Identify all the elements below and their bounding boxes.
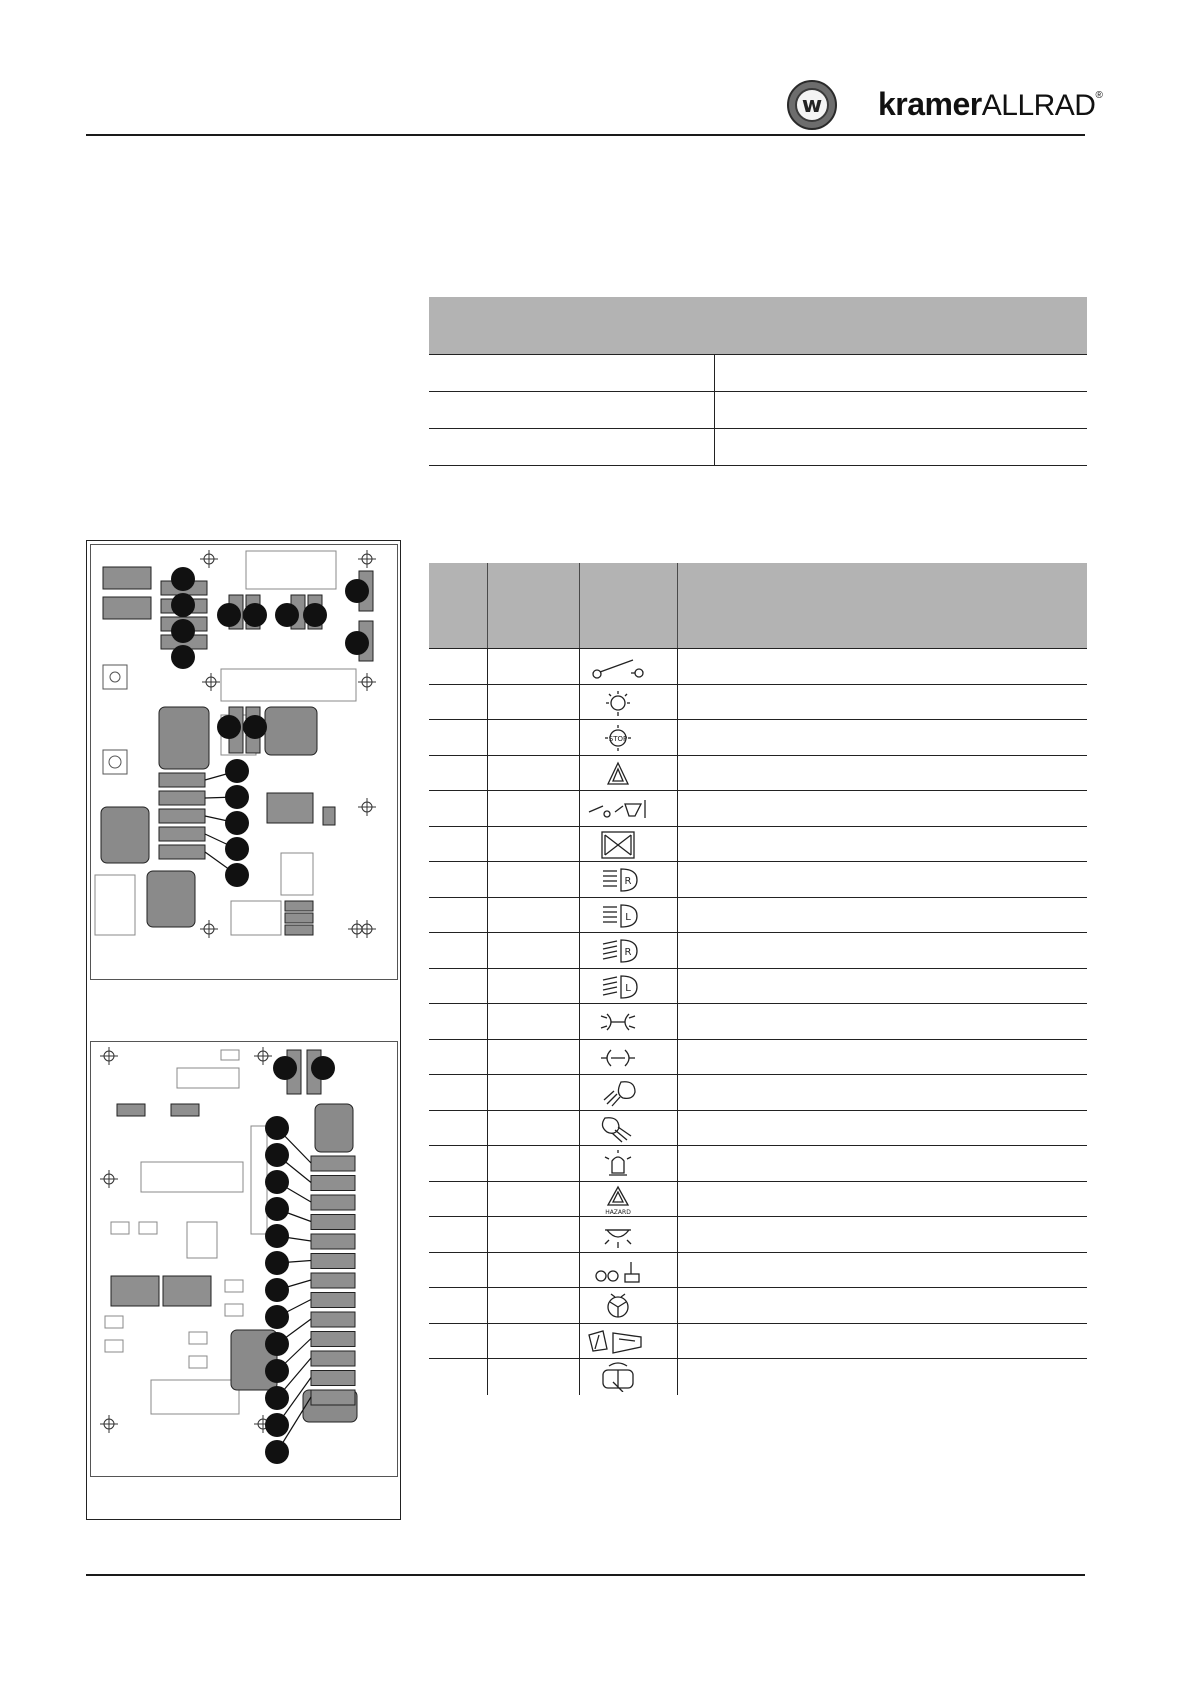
registered-mark: ®	[1095, 90, 1103, 101]
fuse	[311, 1215, 355, 1230]
connector-outline	[105, 1316, 123, 1328]
callout-marker	[273, 1056, 297, 1080]
fuse	[171, 1104, 199, 1116]
callout-marker	[265, 1251, 289, 1275]
callout-marker	[265, 1224, 289, 1248]
lower-fuse-board	[90, 1041, 398, 1477]
fuse	[163, 1276, 211, 1306]
fuse	[159, 791, 205, 805]
high-beam-left-icon	[585, 901, 651, 931]
callout-marker	[225, 837, 249, 861]
callout-marker	[345, 579, 369, 603]
summary-table-row	[429, 355, 1087, 392]
fuse	[311, 1332, 355, 1347]
upper-fuse-board	[90, 544, 398, 980]
fuse-box-diagram	[86, 540, 401, 1520]
fuse	[103, 567, 151, 589]
fuse	[311, 1254, 355, 1269]
fuse-table-row	[429, 649, 1087, 685]
rear-light-icon	[585, 688, 651, 718]
fuse-table-row	[429, 1359, 1087, 1395]
svg-text:R: R	[624, 947, 632, 958]
fuse-table-row	[429, 720, 1087, 756]
brand-logo-mark	[787, 80, 837, 130]
callout-marker	[265, 1116, 289, 1140]
connector-outline	[225, 1304, 243, 1316]
low-beam-left-icon	[585, 972, 651, 1002]
ignition-hydraulic-icon	[585, 794, 651, 824]
fuse-table-row	[429, 1146, 1087, 1182]
callout-marker	[225, 759, 249, 783]
heater-fan-icon	[585, 1362, 651, 1392]
box-cross-icon	[585, 830, 651, 860]
callout-marker	[345, 631, 369, 655]
connector-outline	[189, 1356, 207, 1368]
connector-outline	[141, 1162, 243, 1192]
summary-table-row	[429, 392, 1087, 429]
fuse-table-row	[429, 756, 1087, 792]
fuse-table-row	[429, 1111, 1087, 1147]
mounting-hole	[103, 750, 127, 774]
interior-light-icon	[585, 1220, 651, 1250]
summary-table-row	[429, 429, 1087, 466]
fuse	[103, 597, 151, 619]
fuse-table	[429, 563, 1087, 1395]
connector-outline	[187, 1222, 217, 1258]
callout-marker	[265, 1413, 289, 1437]
fuse	[285, 901, 313, 911]
connector-outline	[221, 1050, 239, 1060]
callout-marker	[265, 1170, 289, 1194]
callout-marker	[243, 603, 267, 627]
fuse	[285, 913, 313, 923]
summary-table-header	[429, 297, 1087, 355]
callout-marker	[217, 603, 241, 627]
callout-marker	[217, 715, 241, 739]
parking-light-left-icon	[585, 1043, 651, 1073]
fuse-table-row	[429, 933, 1087, 969]
svg-text:L: L	[625, 982, 631, 994]
callout-marker	[265, 1197, 289, 1221]
fuse	[311, 1371, 355, 1386]
callout-marker	[265, 1278, 289, 1302]
instrument-gauge-icon	[585, 1256, 651, 1286]
footer-rule	[86, 1574, 1085, 1576]
callout-marker	[225, 863, 249, 887]
wiper-horn-icon	[585, 1327, 651, 1357]
work-light-front-icon	[585, 1078, 651, 1108]
connector-outline	[281, 853, 313, 895]
callout-marker	[225, 785, 249, 809]
connector-outline	[95, 875, 135, 935]
summary-table	[429, 297, 1087, 466]
fuse	[311, 1156, 355, 1171]
fuse	[311, 1234, 355, 1249]
connector-outline	[225, 1280, 243, 1292]
callout-marker	[171, 567, 195, 591]
brand-name-light: ALLRAD	[981, 89, 1096, 122]
hazard-triangle-icon	[585, 759, 651, 789]
work-light-rear-icon	[585, 1114, 651, 1144]
fuse-table-row	[429, 1004, 1087, 1040]
fuse-table-row	[429, 862, 1087, 898]
fuse	[323, 807, 335, 825]
fuse	[311, 1293, 355, 1308]
callout-marker	[311, 1056, 335, 1080]
fuse-table-row	[429, 791, 1087, 827]
mounting-hole	[103, 665, 127, 689]
callout-marker	[265, 1143, 289, 1167]
callout-marker	[265, 1332, 289, 1356]
brake-light-stop-icon	[585, 723, 651, 753]
connector-outline	[231, 901, 281, 935]
connector-outline	[221, 669, 356, 701]
low-beam-right-icon	[585, 936, 651, 966]
svg-text:R: R	[624, 876, 632, 887]
ignition-key-icon	[585, 652, 651, 682]
hazard-warning-icon	[585, 1185, 651, 1215]
fuse-table-row	[429, 898, 1087, 934]
fuse	[311, 1273, 355, 1288]
parking-light-right-icon	[585, 1007, 651, 1037]
fuse	[285, 925, 313, 935]
fuse-table-row	[429, 969, 1087, 1005]
rotating-beacon-icon	[585, 1149, 651, 1179]
brand-logo-text	[878, 86, 1102, 123]
callout-marker	[171, 619, 195, 643]
brand-name-bold: kramer	[878, 86, 982, 122]
fuse	[311, 1312, 355, 1327]
fuse-table-row	[429, 1040, 1087, 1076]
callout-marker	[265, 1386, 289, 1410]
callout-marker	[265, 1440, 289, 1464]
connector-outline	[105, 1340, 123, 1352]
fuse-table-row	[429, 1253, 1087, 1289]
fuse-table-row	[429, 1075, 1087, 1111]
fuse-table-row	[429, 685, 1087, 721]
svg-text:L: L	[625, 911, 631, 923]
fuse	[117, 1104, 145, 1116]
relay	[159, 707, 209, 769]
connector-outline	[139, 1222, 157, 1234]
svg-text:HAZARD: HAZARD	[605, 1208, 631, 1215]
fuse-table-row	[429, 827, 1087, 863]
fuse	[159, 845, 205, 859]
relay	[147, 871, 195, 927]
fuse-table-row	[429, 1288, 1087, 1324]
callout-marker	[265, 1305, 289, 1329]
fuse	[311, 1390, 355, 1405]
high-beam-right-icon	[585, 865, 651, 895]
callout-marker	[303, 603, 327, 627]
relay	[265, 707, 317, 755]
callout-marker	[275, 603, 299, 627]
connector-outline	[246, 551, 336, 589]
connector-outline	[111, 1222, 129, 1234]
fuse	[267, 793, 313, 823]
fuse	[311, 1176, 355, 1191]
relay	[315, 1104, 353, 1152]
callout-marker	[171, 593, 195, 617]
callout-marker	[225, 811, 249, 835]
connector-outline	[177, 1068, 239, 1088]
fuse	[159, 827, 205, 841]
header-rule	[86, 134, 1085, 136]
fuse	[311, 1351, 355, 1366]
brand-logo-letter: w	[801, 93, 823, 118]
callout-marker	[243, 715, 267, 739]
fuse-table-row	[429, 1182, 1087, 1218]
callout-marker	[171, 645, 195, 669]
callout-marker	[265, 1359, 289, 1383]
fuse-table-row	[429, 1217, 1087, 1253]
connector-outline	[251, 1126, 267, 1234]
steering-icon	[585, 1291, 651, 1321]
connector-outline	[151, 1380, 239, 1414]
fuse	[159, 809, 205, 823]
fuse-table-row	[429, 1324, 1087, 1360]
svg-text:STOP: STOP	[608, 735, 628, 743]
relay	[101, 807, 149, 863]
fuse	[111, 1276, 159, 1306]
connector-outline	[189, 1332, 207, 1344]
fuse-table-header	[429, 563, 1087, 649]
fuse	[159, 773, 205, 787]
fuse	[311, 1195, 355, 1210]
